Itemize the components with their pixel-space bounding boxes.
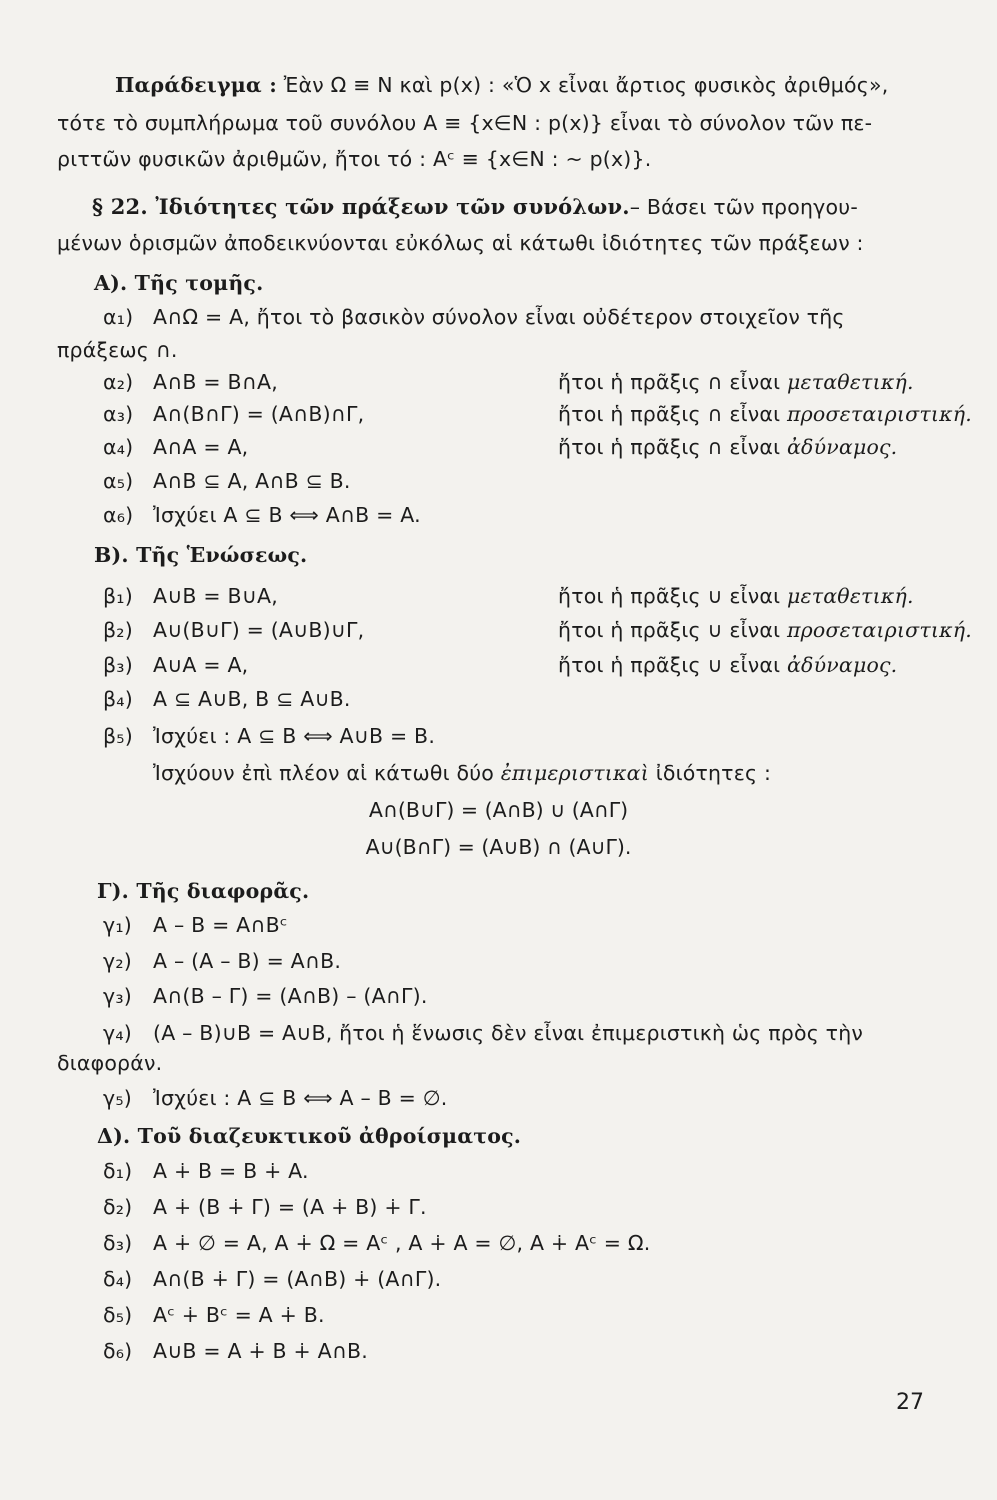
prop-d5 (103, 1302, 325, 1328)
prop-g5 (103, 1085, 448, 1111)
distributive-intro-post: ἰδιότητες : (655, 761, 772, 785)
prop-g1-label: γ₁) (103, 913, 132, 937)
prop-a2-note: ἤτοι ἡ πρᾶξις ∩ εἶναι (558, 370, 781, 394)
prop-a6-label: α₆) (103, 503, 134, 527)
prop-a5 (103, 468, 351, 494)
prop-b2 (103, 617, 972, 643)
prop-d3-formula: A ∔ ∅ = A, A ∔ Ω = Aᶜ , A ∔ A = ∅, A ∔ Aᶜ = Ω. (153, 1231, 651, 1255)
prop-a4-formula: A∩A = A, (153, 435, 249, 459)
prop-a4 (103, 434, 943, 460)
example-label: Παράδειγμα : (115, 73, 278, 97)
distributive-term: ἐπιμεριστικαὶ (500, 761, 649, 785)
prop-a6 (103, 502, 421, 528)
page-number: 27 (896, 1390, 924, 1415)
prop-a3-note-wrap (558, 401, 972, 427)
prop-b1-formula: A∪B = B∪A, (153, 584, 278, 608)
prop-b2-formula: A∪(B∪Γ) = (A∪B)∪Γ, (153, 618, 365, 642)
prop-d4-label: δ₄) (103, 1267, 133, 1291)
prop-d3-label: δ₃) (103, 1231, 133, 1255)
prop-b1 (103, 583, 943, 609)
prop-g4-label: γ₄) (103, 1021, 132, 1045)
prop-g5-label: γ₅) (103, 1086, 132, 1110)
prop-b2-term: προσεταιριστική. (786, 618, 972, 642)
prop-a1 (103, 304, 845, 330)
prop-a4-label: α₄) (103, 435, 134, 459)
prop-a3-label: α₃) (103, 402, 134, 426)
prop-b5-label: β₅) (103, 724, 133, 748)
prop-b3 (103, 652, 943, 678)
prop-a2 (103, 369, 943, 395)
prop-a5-formula: A∩B ⊆ A, A∩B ⊆ B. (153, 469, 351, 493)
prop-g4-formula: (A – B)∪B = A∪B, ἤτοι ἡ ἕνωσις δὲν εἶναι ἐπιμεριστικὴ ὡς πρὸς τὴν (153, 1021, 864, 1045)
distributive-law-1: A∩(B∪Γ) = (A∩B) ∪ (A∩Γ) (368, 798, 629, 822)
prop-g4-cont: διαφοράν. (57, 1051, 163, 1075)
prop-b5 (103, 723, 435, 749)
prop-g3-label: γ₃) (103, 984, 132, 1008)
example-line-1 (115, 72, 888, 98)
prop-d2 (103, 1194, 427, 1220)
prop-b5-formula: Ἰσχύει : A ⊆ B ⟺ A∪B = B. (153, 724, 436, 748)
prop-d4 (103, 1266, 441, 1292)
prop-b3-label: β₃) (103, 653, 133, 677)
prop-b2-label: β₂) (103, 618, 133, 642)
prop-a4-term: ἀδύναμος. (786, 435, 898, 459)
example-line-2: τότε τὸ συμπλήρωμα τοῦ συνόλου A ≡ {x∈N : p(x)} εἶναι τὸ σύνολον τῶν πε- (57, 111, 873, 135)
prop-a2-label: α₂) (103, 370, 134, 394)
prop-d5-formula: Aᶜ ∔ Bᶜ = A ∔ B. (153, 1303, 325, 1327)
prop-a6-formula: Ἰσχύει A ⊆ B ⟺ A∩B = A. (153, 503, 421, 527)
prop-d3 (103, 1230, 650, 1256)
prop-b4-label: β₄) (103, 687, 133, 711)
section-intro-1: – Βάσει τῶν προηγου- (629, 195, 858, 219)
prop-a3-term: προσεταιριστική. (786, 402, 972, 426)
prop-b1-term: μεταθετική. (786, 584, 914, 608)
distributive-intro-pre: Ἰσχύουν ἐπὶ πλέον αἱ κάτωθι δύο (153, 761, 495, 785)
prop-d1 (103, 1158, 309, 1184)
union-heading: B). Τῆς Ἑνώσεως. (94, 543, 308, 567)
prop-d6 (103, 1338, 368, 1364)
prop-g2-formula: A – (A – B) = A∩B. (153, 949, 342, 973)
prop-a4-note: ἤτοι ἡ πρᾶξις ∩ εἶναι (558, 435, 781, 459)
prop-a2-note-wrap (558, 369, 914, 395)
distributive-law-2: A∪(B∩Γ) = (A∪B) ∩ (A∪Γ). (365, 835, 632, 859)
prop-b1-note-wrap (558, 583, 914, 609)
prop-d6-formula: A∪B = A ∔ B ∔ A∩B. (153, 1339, 369, 1363)
prop-a3-note: ἤτοι ἡ πρᾶξις ∩ εἶναι (558, 402, 781, 426)
prop-g4 (103, 1020, 863, 1046)
prop-b3-term: ἀδύναμος. (786, 653, 898, 677)
prop-a3-formula: A∩(B∩Γ) = (A∩B)∩Γ, (153, 402, 365, 426)
prop-g3 (103, 983, 428, 1009)
prop-g2 (103, 948, 341, 974)
prop-g1-formula: A – B = A∩Bᶜ (153, 913, 288, 937)
prop-b4 (103, 686, 351, 712)
prop-b3-note-wrap (558, 652, 897, 678)
prop-d1-formula: A ∔ B = B ∔ A. (153, 1159, 309, 1183)
section-heading: § 22. Ἰδιότητες τῶν πράξεων τῶν συνόλων. (92, 194, 630, 219)
prop-b1-label: β₁) (103, 584, 133, 608)
prop-a4-note-wrap (558, 434, 897, 460)
prop-d2-label: δ₂) (103, 1195, 133, 1219)
prop-a1-cont: πράξεως ∩. (57, 338, 178, 362)
prop-g5-formula: Ἰσχύει : A ⊆ B ⟺ A – B = ∅. (153, 1086, 448, 1110)
prop-a5-label: α₅) (103, 469, 134, 493)
prop-g2-label: γ₂) (103, 949, 132, 973)
example-line-3: ριττῶν φυσικῶν ἀριθμῶν, ἤτοι τό : Aᶜ ≡ {x∈N : ~ p(x)}. (57, 147, 652, 171)
prop-a1-text: A∩Ω = A, ἤτοι τὸ βασικὸν σύνολον εἶναι οὐδέτερον στοιχεῖον τῆς (153, 305, 845, 329)
prop-b1-note: ἤτοι ἡ πρᾶξις ∪ εἶναι (558, 584, 781, 608)
prop-d1-label: δ₁) (103, 1159, 133, 1183)
prop-a1-label: α₁) (103, 305, 134, 329)
distributive-intro (153, 760, 771, 786)
prop-b2-note: ἤτοι ἡ πρᾶξις ∪ εἶναι (558, 618, 781, 642)
prop-d6-label: δ₆) (103, 1339, 133, 1363)
prop-a2-term: μεταθετική. (786, 370, 914, 394)
prop-b2-note-wrap (558, 617, 972, 643)
symdiff-heading: Δ). Τοῦ διαζευκτικοῦ ἀθροίσματος. (97, 1124, 522, 1148)
prop-g1 (103, 912, 288, 938)
prop-g3-formula: A∩(B – Γ) = (A∩B) – (A∩Γ). (153, 984, 428, 1008)
prop-b3-note: ἤτοι ἡ πρᾶξις ∪ εἶναι (558, 653, 781, 677)
prop-a2-formula: A∩B = B∩A, (153, 370, 278, 394)
prop-d5-label: δ₅) (103, 1303, 133, 1327)
example-text-1: Ἐὰν Ω ≡ N καὶ p(x) : «Ὁ x εἶναι ἄρτιος φυσικὸς ἀριθμός», (283, 73, 889, 97)
section-line-1 (92, 194, 858, 220)
section-intro-2: μένων ὁρισμῶν ἀποδεικνύονται εὐκόλως αἱ κάτωθι ἰδιότητες τῶν πράξεων : (57, 231, 864, 255)
prop-b4-formula: A ⊆ A∪B, B ⊆ A∪B. (153, 687, 351, 711)
prop-d4-formula: A∩(B ∔ Γ) = (A∩B) ∔ (A∩Γ). (153, 1267, 442, 1291)
difference-heading: Γ). Τῆς διαφορᾶς. (97, 879, 310, 903)
intersection-heading: A). Τῆς τομῆς. (94, 271, 264, 295)
prop-a3 (103, 401, 972, 427)
prop-b3-formula: A∪A = A, (153, 653, 249, 677)
prop-d2-formula: A ∔ (B ∔ Γ) = (A ∔ B) ∔ Γ. (153, 1195, 427, 1219)
